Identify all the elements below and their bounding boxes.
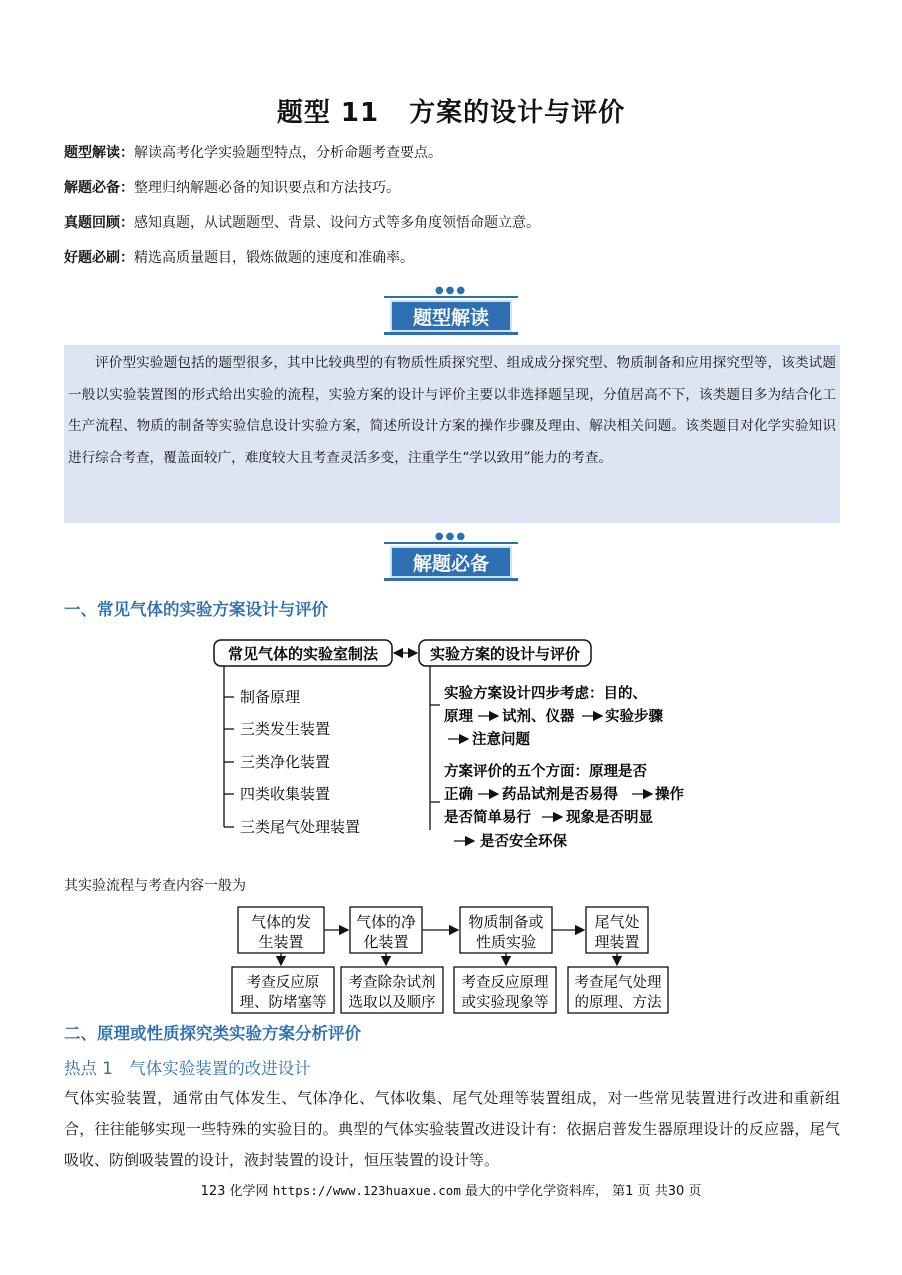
footer-tagline: 最大的中学化学资料库，	[465, 1184, 609, 1199]
flow-check-text: 考查除杂试剂	[348, 975, 436, 991]
flow-step-text: 气体的净	[355, 913, 417, 931]
section-badge-analysis	[384, 286, 518, 338]
right-text: 方案评价的五个方面：原理是否	[444, 764, 647, 780]
footer-page: 第1 页 共30 页	[612, 1184, 702, 1199]
intro-line: 真题回顾：感知真题，从试题题型、背景、设问方式等多角度领悟命题立意。	[64, 215, 540, 231]
right-text: 试剂、仪器	[502, 709, 575, 725]
flow-intro: 其实验流程与考查内容一般为	[64, 878, 246, 894]
right-box-label: 实验方案的设计与评价	[429, 645, 581, 663]
dots-decoration: ●●●	[434, 531, 468, 542]
right-text: 现象是否明显	[566, 810, 653, 826]
section-heading-1: 一、常见气体的实验方案设计与评价	[64, 600, 328, 619]
intro-line: 解题必备：整理归纳解题必备的知识要点和方法技巧。	[64, 180, 400, 196]
right-text: 正确	[444, 787, 473, 803]
left-item: 三类净化装置	[240, 753, 331, 771]
title-number: 题型 11	[276, 98, 380, 128]
section2-body: 气体实验装置，通常由气体发生、气体净化、气体收集、尾气处理等装置组成，对一些常见装置进行改进和重新组合，往往能够实现一些特殊的实验目的。典型的气体实验装置改进设计有：依据启普发生器原理设计的反应器，尾气吸收、防倒吸装置的设计，液封装置的设计，恒压装置的设计等。	[64, 1089, 840, 1169]
intro-line: 好题必刷：精选高质量题目，锻炼做题的速度和准确率。	[64, 250, 414, 266]
footer-url[interactable]: https://www.123huaxue.com	[272, 1183, 461, 1198]
intro-line: 题型解读：解读高考化学实验题型特点，分析命题考查要点。	[64, 145, 442, 161]
flow-step-text: 理装置	[594, 933, 640, 951]
analysis-paragraph: 评价型实验题包括的题型很多，其中比较典型的有物质性质探究型、组成成分探究型、物质制备和应用探究型等，该类试题一般以实验装置图的形式给出实验的流程，实验方案的设计与评价主要以非选择题呈现，分值居高不下，该类题目多为结合化工生产流程、物质的制备等实验信息设计实验方案，简述所设计方案的操作步骤及理由、解决相关问题。该类题目对化学实验知识进行综合考查，覆盖面较广，难度较大且考查灵活多变，注重学生“学以致用”能力的考查。	[68, 355, 836, 466]
flow-check-text: 理、防堵塞等	[239, 995, 327, 1011]
badge-label: 解题必备	[390, 546, 512, 578]
left-item: 三类发生装置	[240, 720, 331, 738]
footer-site: 123 化学网	[200, 1184, 269, 1199]
flow-step-text: 性质实验	[475, 933, 537, 951]
flow-step-text: 气体的发	[250, 913, 312, 931]
right-text: 药品试剂是否易得	[502, 787, 618, 803]
left-item: 制备原理	[240, 688, 301, 706]
flow-step-text: 尾气处	[594, 913, 640, 931]
right-text: 原理	[444, 709, 473, 725]
flow-step-text: 物质制备或	[468, 913, 544, 931]
flow-check-text: 或实验现象等	[461, 995, 549, 1011]
flow-diagram	[230, 903, 680, 1018]
flow-check-text: 考查尾气处理	[574, 975, 662, 991]
left-item: 三类尾气处理装置	[240, 818, 361, 836]
right-text: 实验方案设计四步考虑：目的、	[444, 686, 647, 702]
right-text: 操作	[655, 787, 684, 803]
flow-step-text: 生装置	[258, 933, 304, 951]
section-heading-2: 二、原理或性质探究类实验方案分析评价	[64, 1024, 361, 1043]
right-text: 实验步骤	[605, 709, 663, 725]
flow-check-text: 选取以及顺序	[348, 995, 436, 1011]
gas-method-diagram	[200, 630, 700, 860]
page-footer	[0, 1180, 902, 1199]
flow-check-text: 考查反应原理	[461, 975, 549, 991]
hotspot-heading: 热点 1 气体实验装置的改进设计	[64, 1059, 311, 1078]
right-text: 是否安全环保	[480, 834, 567, 850]
flow-check-text: 的原理、方法	[574, 995, 662, 1011]
flow-step-text: 化装置	[363, 933, 409, 951]
left-item: 四类收集装置	[240, 785, 331, 803]
right-text: 注意问题	[472, 732, 530, 748]
left-box-label: 常见气体的实验室制法	[227, 645, 379, 663]
title-name: 方案的设计与评价	[409, 98, 626, 128]
badge-label: 题型解读	[390, 300, 512, 332]
section-badge-essentials	[384, 532, 518, 584]
page-title	[0, 92, 902, 129]
dots-decoration: ●●●	[434, 285, 468, 296]
analysis-panel	[64, 345, 840, 523]
right-text: 是否简单易行	[444, 810, 531, 826]
flow-check-text: 考查反应原	[246, 975, 320, 991]
